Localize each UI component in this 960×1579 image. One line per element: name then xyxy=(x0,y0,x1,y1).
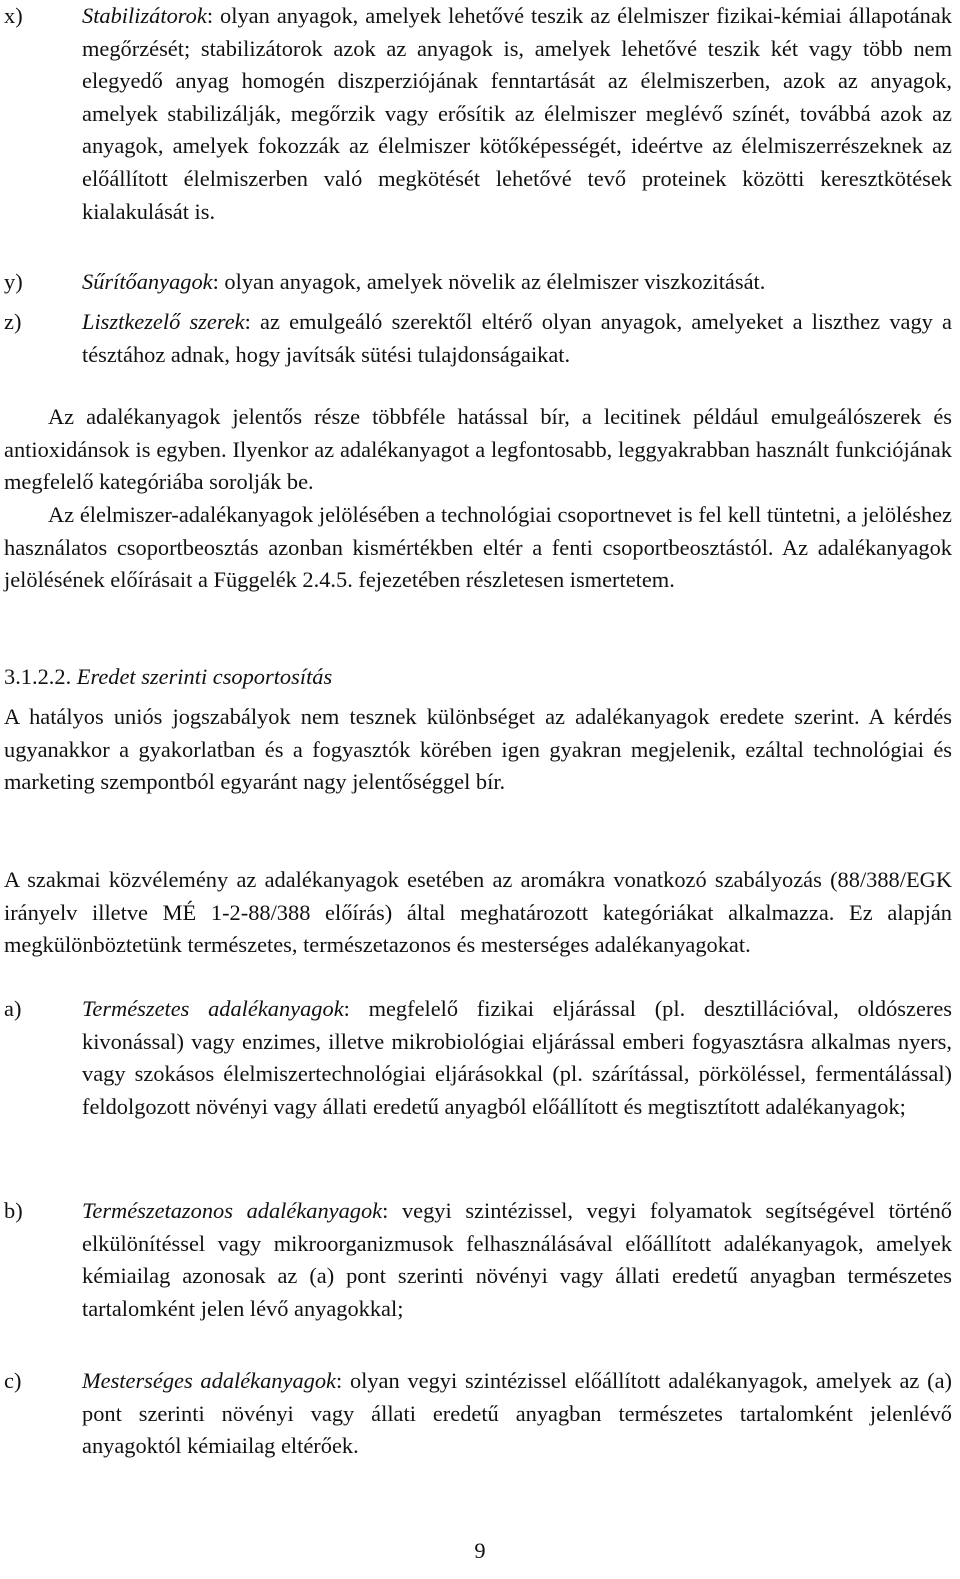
list-item-stabilizers xyxy=(4,0,952,228)
term: Sűrítőanyagok xyxy=(82,269,213,294)
section-heading xyxy=(4,661,332,693)
term: Stabilizátorok xyxy=(82,3,207,28)
paragraph: Az élelmiszer-adalékanyagok jelölésében a technológiai csoportnevet is fel kell tüntetni, a jelöléshez használatos csoportbeosztás azonban kismértékben eltér a fenti csoportbeosztástól. Az adalékanyagok jelölésének előírásait a Függelék 2.4.5. fejezetében részletesen ismertetem. xyxy=(4,502,952,593)
list-item-natural xyxy=(4,993,952,1123)
paragraph: Az adalékanyagok jelentős része többféle hatással bír, a lecitinek például emulgeálószerek és antioxidánsok is egyben. Ilyenkor az adalékanyagot a legfontosabb, leggyakrabban használt funkciójának megfelelő kategóriába sorolják be. xyxy=(4,404,952,495)
paragraph: A hatályos uniós jogszabályok nem tesznek különbséget az adalékanyagok eredete szerint. A kérdés ugyanakkor a gyakorlatban és a fogyasztók körében igen gyakran megjelenik, ezáltal technológiai és marketing szempontból egyaránt nagy jelentőséggel bír. xyxy=(4,704,952,795)
list-label: c) xyxy=(4,1368,22,1393)
list-item-artificial xyxy=(4,1365,952,1463)
section-number: 3.1.2.2. xyxy=(4,664,72,689)
list-label: z) xyxy=(4,309,22,334)
section-title: Eredet szerinti csoportosítás xyxy=(76,664,333,689)
definition: : megfelelő fizikai eljárással (pl. desztillációval, oldószeres kivonással) vagy enzimes, illetve mikrobiológiai eljárással emberi fogyasztásra alkalmas nyers, vagy szokásos élelmiszertechnológiai eljárásokkal (pl. szárítással, pörköléssel, fermentálással) feldolgozott növényi vagy állati eredetű anyagból előállított és megtisztított adalékanyagok; xyxy=(82,996,952,1119)
list-item-flour-treatment xyxy=(4,306,952,371)
list-item-nature-identical xyxy=(4,1195,952,1325)
term: Lisztkezelő szerek xyxy=(82,309,245,334)
list-label: x) xyxy=(4,3,23,28)
definition: : az emulgeáló szerektől eltérő olyan anyagok, amelyeket a liszthez vagy a tésztához adnak, hogy javítsák sütési tulajdonságaikat. xyxy=(82,309,952,367)
term: Mesterséges adalékanyagok xyxy=(82,1368,336,1393)
list-label: b) xyxy=(4,1198,23,1223)
paragraph: A szakmai közvélemény az adalékanyagok esetében az aromákra vonatkozó szabályozás (88/388/EGK irányelv illetve MÉ 1-2-88/388 előírás) által meghatározott kategóriákat alkalmazza. Ez alapján megkülönböztetünk természetes, természetazonos és mesterséges adalékanyagokat. xyxy=(4,867,952,958)
term: Természetes adalékanyagok xyxy=(82,996,344,1021)
definition: : olyan anyagok, amelyek növelik az élelmiszer viszkozitását. xyxy=(212,269,766,294)
definition: : olyan anyagok, amelyek lehetővé teszik az élelmiszer fizikai-kémiai állapotának megőrzését; stabilizátorok azok az anyagok is, amelyek lehetővé teszik két vagy több nem elegyedő anyag homogén diszperziójának fenntartását az élelmiszerben, azok az anyagok, amelyek stabilizálják, megőrzik vagy erősítik az élelmiszer meglévő színét, továbbá azok az anyagok, amelyek fokozzák az élelmiszer kötőképességét, ideértve az élelmiszerrészeknek az előállított élelmiszerben való megkötését lehetővé tevő proteinek közötti keresztkötések kialakulását is. xyxy=(82,3,952,224)
list-label: y) xyxy=(4,269,23,294)
term: Természetazonos adalékanyagok xyxy=(82,1198,383,1223)
list-label: a) xyxy=(4,996,22,1021)
list-item-thickeners xyxy=(4,266,952,299)
page-number: 9 xyxy=(474,1538,486,1563)
definition: : vegyi szintézissel, vegyi folyamatok segítségével történő elkülönítéssel vagy mikroorganizmusok felhasználásával előállított adalékanyagok, amelyek kémiailag azonosak az (a) pont szerinti növényi vagy állati eredetű anyagban természetes tartalomként jelen lévő anyagokkal; xyxy=(82,1198,952,1321)
definition: : olyan vegyi szintézissel előállított adalékanyagok, amelyek az (a) pont szerinti növényi vagy állati eredetű anyagban természetes tartalomként jelenlévő anyagoktól kémiailag eltérőek. xyxy=(82,1368,952,1459)
